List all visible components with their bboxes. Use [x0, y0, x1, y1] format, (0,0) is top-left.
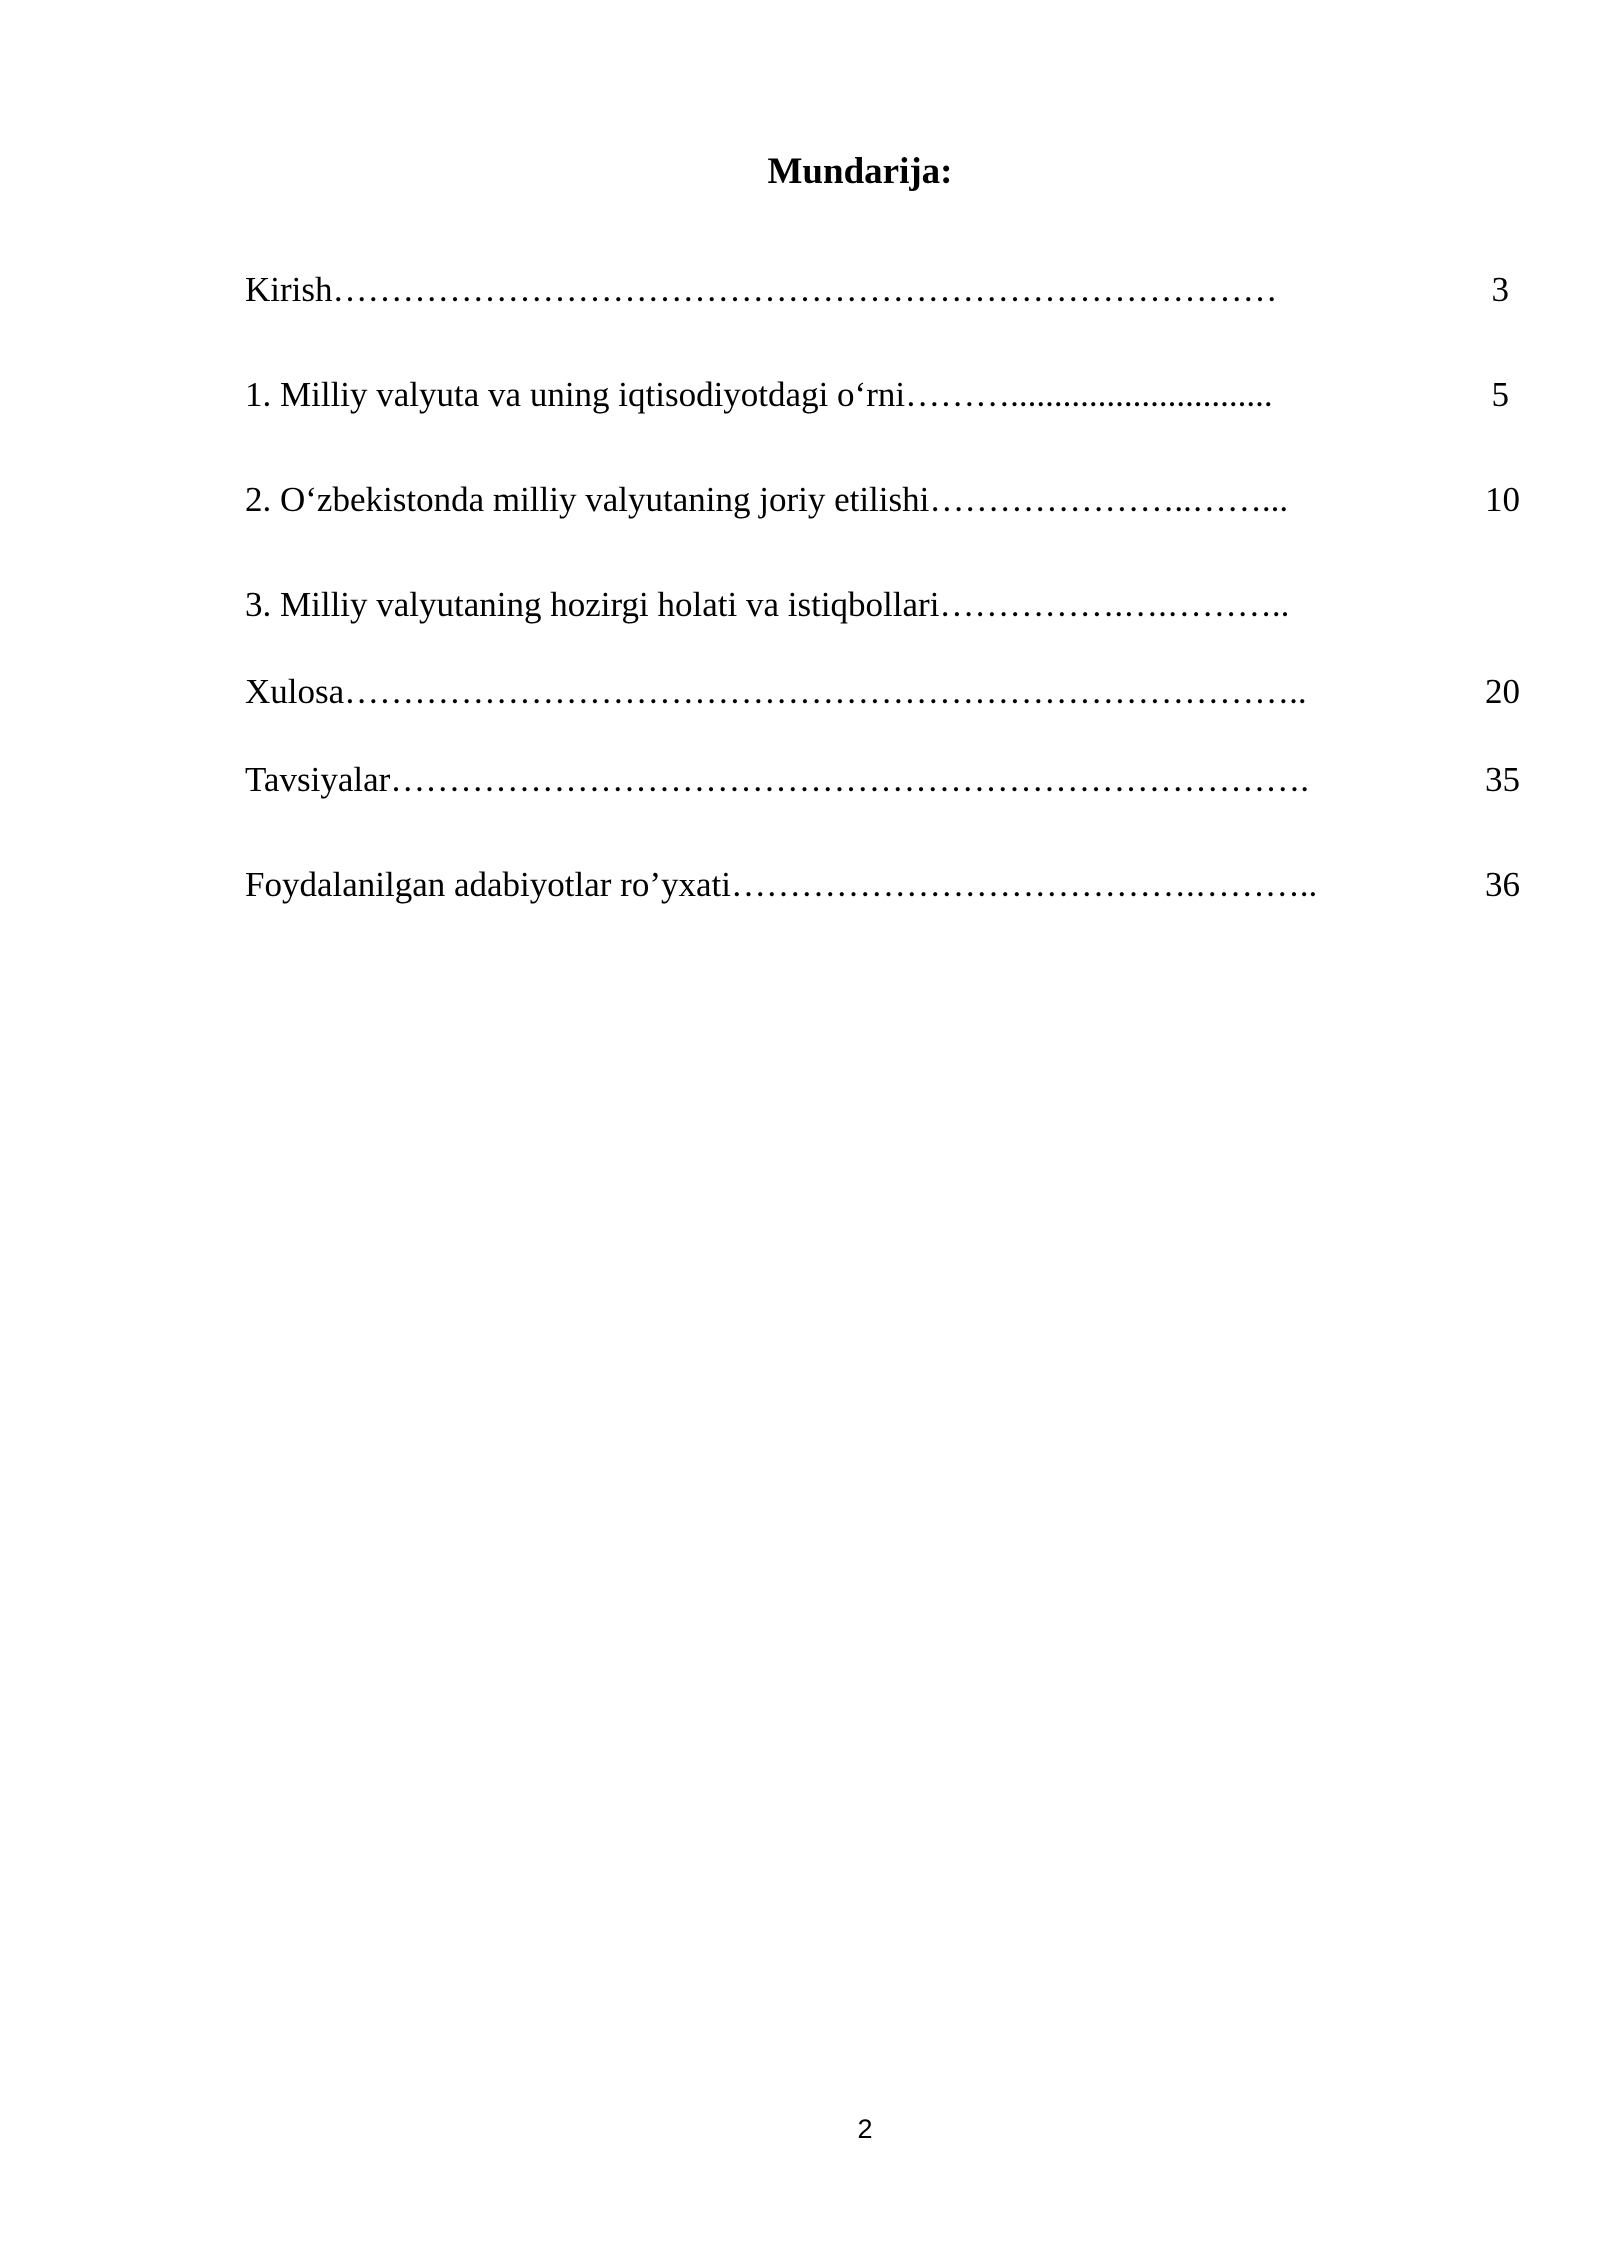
toc-entry-xulosa — [245, 668, 1520, 716]
toc-entry-chapter-2 — [245, 476, 1520, 524]
toc-entry-kirish — [245, 266, 1520, 314]
toc-entry-text: Tavsiyalar……………………………………………………………………. — [245, 760, 1310, 799]
toc-entry-page: 20 — [1485, 672, 1520, 711]
page-number: 2 — [857, 2114, 873, 2144]
toc-entry-text: 1. Milliy valyuta va uning iqtisodiyotdagi o‘rni……….............................. — [245, 375, 1273, 414]
toc-entry-chapter-1 — [245, 371, 1520, 419]
toc-entry-page: 10 — [1485, 480, 1520, 519]
toc-entry-page: 3 — [1491, 270, 1509, 309]
toc-entry-chapter-3 — [245, 581, 1520, 629]
toc-entry-adabiyotlar — [245, 861, 1520, 909]
toc-entry-text: 3. Milliy valyutaning hozirgi holati va istiqbollari…………….….……….. — [245, 585, 1290, 624]
toc-entry-page: 36 — [1485, 865, 1520, 904]
page-title: Mundarija: — [767, 151, 953, 192]
toc-entry-text: Xulosa……………………………………………………………………….. — [245, 672, 1307, 711]
toc-entry-tavsiyalar — [245, 756, 1520, 804]
toc-entry-text: Kirish……………………………………………………………………… — [245, 270, 1278, 309]
toc-entry-page: 5 — [1491, 375, 1509, 414]
toc-entry-text: 2. O‘zbekistonda milliy valyutaning joriy etilishi…………………..……... — [245, 480, 1289, 519]
toc-entry-text: Foydalanilgan adabiyotlar ro’yxati………………………………….……….. — [245, 865, 1318, 904]
toc-entry-page: 35 — [1485, 760, 1520, 799]
